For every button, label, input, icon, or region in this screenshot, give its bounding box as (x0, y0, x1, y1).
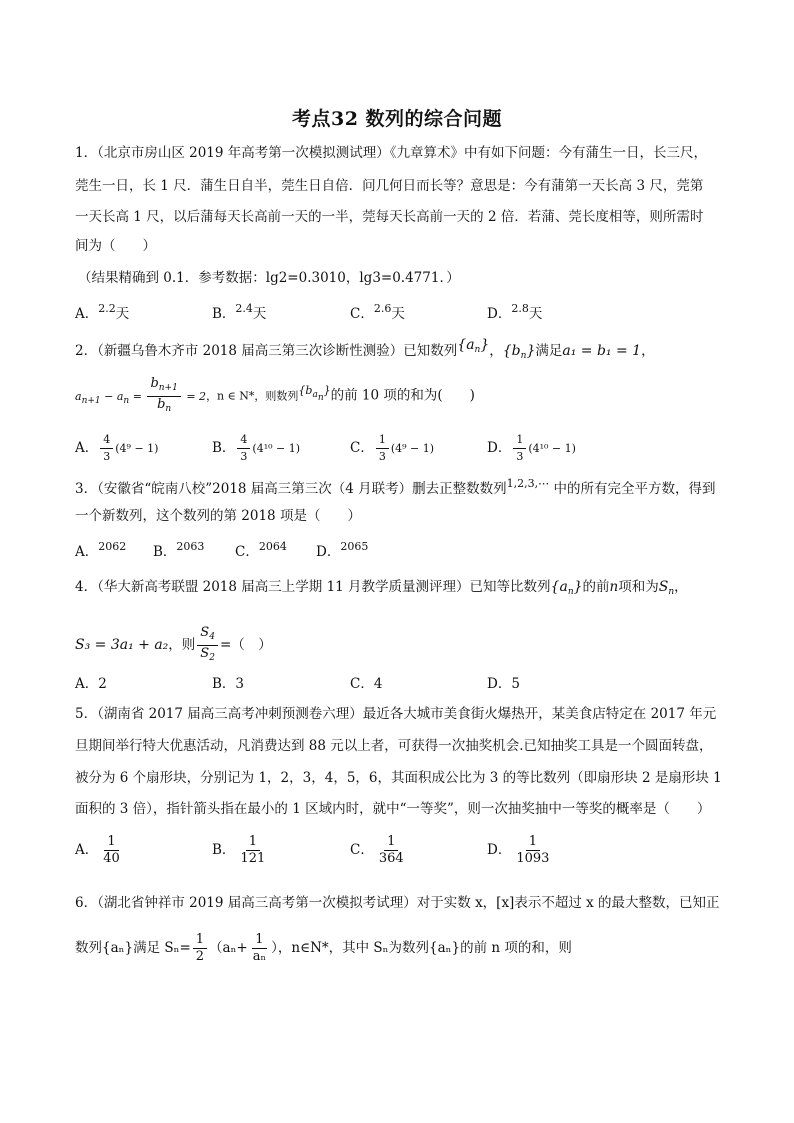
option-den: 121 (240, 851, 266, 866)
seq-b-a-n: {ban} (298, 383, 331, 403)
q3-line1 (75, 474, 715, 499)
q3-option-a (75, 537, 126, 562)
q5-line2: 旦期间举行特大优惠活动，凡消费达到 88 元以上者，可获得一次抽奖机会.已知抽奖工具是一个圆面转盘， (75, 738, 713, 754)
option-letter: D． (487, 440, 512, 456)
option-unit: 天 (115, 306, 130, 322)
option-num: 1 (376, 432, 389, 449)
option-value: 2064 (258, 540, 287, 553)
option-value: 5 (511, 676, 520, 692)
option-value: 3 (235, 676, 245, 692)
q6-text: 数列{aₙ}满足 Sₙ= (75, 940, 191, 956)
option-num: 1 (384, 834, 398, 851)
q4-s-n: $S_n$ (658, 579, 675, 597)
option-letter: B． (212, 676, 236, 692)
q3-option-c (235, 537, 287, 562)
option-letter: A． (75, 676, 99, 692)
option-unit: 天 (528, 306, 543, 322)
q4-line1: 4．（华大新高考联盟 2018 届高三上学期 11 月教学质量测评理）已知等比数列$\{a_n\}$的前n项和为$S_n$， (75, 579, 688, 597)
option-letter: A． (75, 306, 99, 322)
option-expr: (4⁹ − 1) (115, 442, 159, 455)
option-num: 1 (513, 432, 526, 449)
q3-option-b (153, 537, 204, 562)
option-den: 3 (378, 450, 386, 463)
q4-condition: S₃ = 3a₁ + a₂ (75, 637, 169, 653)
option-den: 3 (240, 450, 248, 463)
q1-line2: 莞生一日，长 1 尺．蒲生日自半，莞生日自倍．问几何日而长等？意思是：今有蒲第一天长高 3 尺，莞第 (75, 178, 704, 194)
option-letter: B． (212, 306, 236, 322)
q2-option-b (212, 432, 300, 465)
option-expr: (4¹⁰ − 1) (252, 442, 301, 455)
q4-option-b (212, 674, 244, 694)
q2-comma-end: ， (641, 343, 655, 359)
seq-a-n: $\{a_n\}$ (457, 337, 490, 355)
q6-frac-den: 2 (195, 949, 205, 964)
q3-option-d (316, 537, 368, 562)
option-expr: (4¹⁰ − 1) (528, 442, 576, 455)
option-letter: B． (153, 544, 177, 560)
q4-option-c (350, 674, 382, 694)
option-letter: C． (350, 440, 374, 456)
q4-question: =（ ） (219, 637, 272, 653)
option-letter: C． (350, 842, 374, 858)
option-letter: C． (350, 306, 374, 322)
q4-text-end: 项和为 (618, 579, 659, 595)
q1-option-a (75, 299, 129, 324)
q4-option-a (75, 674, 107, 694)
q1-option-d (487, 299, 542, 324)
q1-line4: 间为（ ） (75, 238, 156, 254)
q1-line1: 1．（北京市房山区 2019 年高考第一次模拟测试理）《九章算术》中有如下问题：今有蒲生一日，长三尺， (75, 145, 708, 161)
q4-text-mid: 的前 (582, 579, 610, 595)
option-num: 1 (526, 834, 540, 851)
option-den: 3 (516, 450, 524, 463)
q2-text: 2．（新疆乌鲁木齐市 2018 届高三第三次诊断性测验）已知数列 (75, 343, 458, 359)
q5-line1: 5．（湖南省 2017 届高三高考冲刺预测卷六理）最近各大城市美食街火爆热开，某美食店特定在 2017 年元 (75, 706, 717, 722)
q2-line1 (75, 335, 655, 366)
q6-text-end: ），n∈N*，其中 Sₙ为数列{aₙ}的前 n 项的和，则 (271, 940, 572, 956)
q2-condition: ，n ∈ N*，则数列 (206, 389, 299, 403)
option-letter: B． (212, 842, 236, 858)
q1-option-b (212, 299, 266, 324)
q6-frac2-num: 1 (252, 932, 266, 949)
option-expr: (4⁹ − 1) (390, 442, 435, 455)
option-value: 2.6 (373, 302, 392, 315)
option-unit: 天 (391, 306, 405, 322)
q3-line2: 一个新数列，这个数列的第 2018 项是（ ） (75, 508, 361, 524)
q3-sequence: 1,2,3,⋯ (506, 477, 550, 490)
q5-option-c (350, 834, 409, 867)
option-value: 2065 (340, 540, 369, 553)
seq-a-n: $\{a_n\}$ (550, 579, 583, 597)
q1-option-c (350, 299, 405, 324)
q2-recurrence: $a_{n+1} - a_n$ = $\frac{b_{n+1}}{b_n}$ = 2 (75, 376, 207, 414)
option-den: 40 (103, 851, 120, 866)
option-den: 1093 (516, 851, 550, 866)
q5-line4: 面积的 3 倍），指针箭头指在最小的 1 区域内时，就中“一等奖”，则一次抽奖抽中一等奖的概率是（ ） (75, 801, 711, 817)
q2-option-c (350, 432, 434, 465)
option-letter: A． (75, 544, 99, 560)
q2-line2 (75, 376, 475, 417)
q4-n: n (609, 579, 619, 595)
q4-option-d (487, 674, 520, 694)
q5-option-a (75, 834, 125, 867)
q2-initial-condition: a₁ = b₁ = 1 (562, 343, 642, 359)
q6-line2 (75, 932, 572, 965)
q2-option-d (487, 432, 576, 465)
q6-frac2-den: aₙ (252, 949, 267, 964)
q1-line3: 一天长高 1 尺，以后蒲每天长高前一天的一半，莞每天长高前一天的 2 倍．若蒲、莞长度相等，则所需时 (75, 209, 704, 225)
option-num: 4 (100, 432, 113, 449)
option-den: 364 (378, 851, 404, 866)
option-letter: A． (75, 842, 99, 858)
option-value: 2063 (176, 540, 205, 553)
q6-text-mid: （aₙ+ (209, 940, 248, 956)
q4-line2: S₃ = 3a₁ + a₂，则 $\frac{S_4}{S_2}$ =（ ） (75, 625, 272, 663)
seq-b-n: $\{b_n\}$ (502, 343, 536, 361)
option-value: 2.2 (98, 302, 116, 315)
option-letter: A． (75, 440, 99, 456)
option-letter: D． (487, 842, 512, 858)
q6-frac-num: 1 (193, 932, 207, 949)
option-num: 4 (237, 432, 250, 449)
option-value: 2 (98, 676, 107, 692)
option-num: 1 (246, 834, 260, 851)
q4-text: 4．（华大新高考联盟 2018 届高三上学期 11 月教学质量测评理）已知等比数列 (75, 579, 551, 595)
page-title: 考点32 数列的综合问题 (291, 108, 503, 130)
q3-text-end: 中的所有完全平方数，得到 (553, 481, 716, 497)
q3-text: 3．（安徽省“皖南八校”2018 届高三第三次（4 月联考）删去正整数数列 (75, 481, 507, 497)
option-letter: D． (316, 544, 341, 560)
q5-option-b (212, 834, 270, 867)
option-letter: C． (350, 676, 374, 692)
option-letter: B． (212, 440, 236, 456)
q2-comma: ， (489, 343, 503, 359)
option-letter: D． (487, 676, 512, 692)
option-letter: C． (235, 544, 259, 560)
q5-option-d (487, 834, 554, 867)
q4-text-then: ，则 (168, 637, 196, 653)
option-letter: D． (487, 306, 512, 322)
q5-line3: 被分为 6 个扇形块，分别记为 1，2，3，4，5，6，其面积成公比为 3 的等比数列（即扇形块 2 是扇形块 1 (75, 770, 722, 786)
option-value: 2062 (98, 540, 127, 553)
q2-question: 的前 10 项的和为( ) (330, 387, 475, 404)
option-den: 3 (103, 450, 111, 463)
q6-line1: 6．（湖北省钟祥市 2019 届高三高考第一次模拟考试理）对于实数 x，[x]表示不超过 x 的最大整数，已知正 (75, 895, 720, 911)
q2-option-a (75, 432, 158, 465)
option-num: 1 (104, 834, 118, 851)
option-value: 4 (373, 676, 383, 692)
q2-text-satisfy: 满足 (535, 343, 563, 359)
option-unit: 天 (252, 306, 267, 322)
option-value: 2.4 (235, 302, 253, 315)
option-value: 2.8 (511, 302, 529, 315)
q1-note: （结果精确到 0.1．参考数据：lg2=0.3010，lg3=0.4771．） (78, 270, 460, 286)
